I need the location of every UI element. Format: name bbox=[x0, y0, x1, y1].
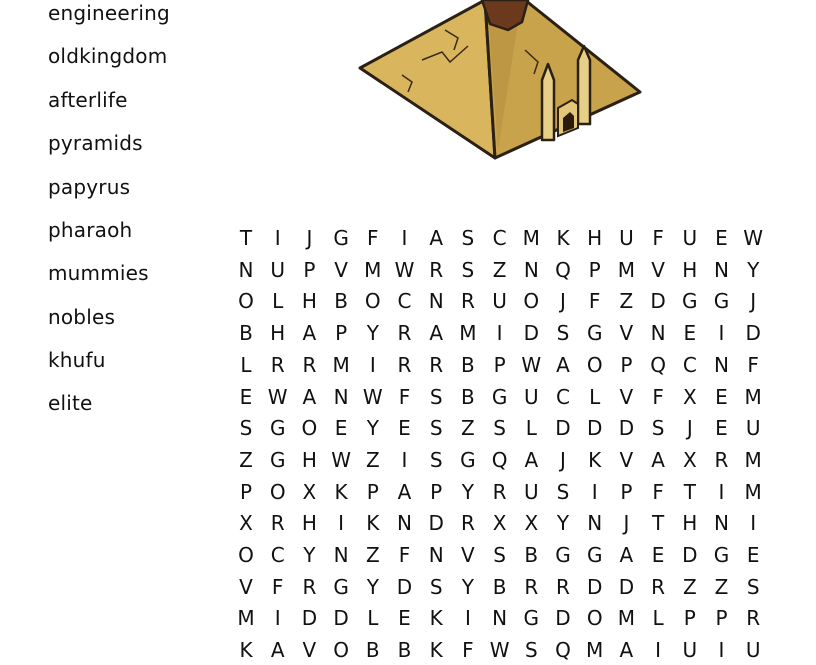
word-list-item: mummies bbox=[48, 261, 149, 285]
grid-letter: L bbox=[272, 289, 284, 314]
grid-letter: C bbox=[270, 543, 285, 567]
grid-letter: M bbox=[617, 257, 636, 282]
grid-letter: U bbox=[619, 226, 634, 250]
grid-letter: Z bbox=[365, 447, 380, 472]
word-list-item: nobles bbox=[48, 305, 116, 329]
grid-letter: U bbox=[492, 289, 507, 314]
grid-letter: N bbox=[428, 543, 444, 567]
grid-letter: R bbox=[302, 574, 317, 599]
grid-letter: E bbox=[683, 321, 697, 346]
grid-letter: Q bbox=[555, 257, 571, 282]
grid-letter: D bbox=[682, 543, 698, 567]
grid-letter: Q bbox=[555, 638, 571, 663]
grid-letter: I bbox=[496, 321, 503, 346]
grid-letter: E bbox=[715, 384, 728, 409]
grid-letter: D bbox=[396, 574, 413, 599]
grid-letter: C bbox=[682, 352, 697, 377]
grid-letter: N bbox=[333, 543, 349, 567]
grid-letter: O bbox=[523, 289, 540, 314]
grid-letter: G bbox=[713, 289, 730, 314]
word-list-item: papyrus bbox=[48, 175, 131, 199]
grid-letter: G bbox=[523, 606, 540, 631]
grid-letter: D bbox=[650, 289, 666, 314]
grid-letter: D bbox=[301, 606, 318, 631]
grid-letter: O bbox=[269, 479, 286, 504]
grid-letter: Y bbox=[366, 416, 379, 441]
grid-letter: J bbox=[750, 289, 757, 314]
grid-letter: H bbox=[301, 511, 317, 536]
grid-letter: F bbox=[747, 352, 759, 377]
grid-letter: I bbox=[655, 638, 662, 663]
grid-letter: K bbox=[588, 447, 602, 472]
grid-letter: O bbox=[586, 352, 603, 377]
grid-letter: W bbox=[331, 447, 351, 472]
grid-letter: I bbox=[718, 479, 725, 504]
grid-letter: D bbox=[555, 416, 571, 441]
grid-letter: K bbox=[334, 479, 348, 504]
grid-letter: A bbox=[429, 226, 444, 250]
grid-letter: Z bbox=[714, 574, 729, 599]
grid-letter: A bbox=[524, 447, 539, 472]
grid-letter: Z bbox=[619, 289, 634, 314]
word-list-item: pyramids bbox=[48, 131, 143, 155]
grid-letter: X bbox=[239, 511, 253, 536]
grid-letter: N bbox=[397, 511, 412, 536]
grid-letter: E bbox=[715, 416, 728, 441]
grid-letter: R bbox=[397, 352, 412, 377]
grid-letter: N bbox=[523, 257, 539, 282]
grid-letter: T bbox=[239, 226, 253, 250]
grid-letter: C bbox=[556, 384, 570, 409]
grid-letter: W bbox=[521, 352, 542, 377]
grid-letter: K bbox=[429, 638, 443, 663]
grid-letter: R bbox=[270, 511, 285, 536]
grid-letter: Z bbox=[492, 257, 507, 282]
grid-letter: C bbox=[492, 226, 507, 250]
grid-letter: S bbox=[429, 384, 443, 409]
grid-letter: J bbox=[560, 447, 566, 472]
grid-letter: C bbox=[397, 289, 412, 314]
grid-letter: F bbox=[652, 479, 664, 504]
grid-letter: U bbox=[523, 384, 539, 409]
grid-letter: V bbox=[334, 257, 348, 282]
grid-letter: H bbox=[682, 257, 698, 282]
grid-letter: B bbox=[461, 352, 475, 377]
grid-letter: A bbox=[302, 321, 317, 346]
word-list-item: khufu bbox=[48, 348, 106, 372]
grid-letter: F bbox=[652, 226, 664, 250]
grid-letter: R bbox=[397, 321, 412, 346]
grid-letter: L bbox=[240, 352, 252, 377]
grid-letter: B bbox=[365, 638, 380, 663]
grid-letter: B bbox=[334, 289, 348, 314]
grid-letter: E bbox=[651, 543, 665, 567]
grid-letter: G bbox=[586, 543, 603, 567]
grid-letter: B bbox=[239, 321, 253, 346]
grid-letter: R bbox=[524, 574, 539, 599]
grid-letter: R bbox=[492, 479, 507, 504]
grid-letter: F bbox=[367, 226, 379, 250]
grid-letter: Y bbox=[303, 543, 316, 567]
grid-letter: S bbox=[239, 416, 253, 441]
grid-letter: K bbox=[556, 226, 570, 250]
grid-letter: K bbox=[429, 606, 443, 631]
grid-letter: S bbox=[429, 574, 443, 599]
grid-letter: J bbox=[623, 511, 630, 536]
grid-letter: S bbox=[461, 226, 475, 250]
grid-letter: Y bbox=[556, 511, 570, 536]
grid-letter: I bbox=[718, 638, 725, 663]
grid-letter: K bbox=[366, 511, 380, 536]
grid-letter: N bbox=[714, 511, 729, 536]
grid-letter: S bbox=[493, 416, 506, 441]
grid-letter: R bbox=[270, 352, 285, 377]
grid-letter: V bbox=[302, 638, 317, 663]
grid-letter: E bbox=[334, 416, 348, 441]
grid-letter: N bbox=[714, 352, 729, 377]
grid-letter: N bbox=[333, 384, 349, 409]
grid-letter: Z bbox=[682, 574, 697, 599]
grid-letter: R bbox=[460, 289, 475, 314]
grid-letter: M bbox=[459, 321, 477, 346]
grid-letter: R bbox=[460, 511, 475, 536]
grid-letter: W bbox=[489, 638, 510, 663]
grid-letter: A bbox=[619, 638, 634, 663]
grid-letter: A bbox=[302, 384, 317, 409]
grid-letter: P bbox=[620, 352, 633, 377]
grid-letter: Z bbox=[365, 543, 380, 567]
grid-letter: X bbox=[524, 511, 539, 536]
grid-letter: Q bbox=[650, 352, 666, 377]
grid-letter: G bbox=[269, 447, 286, 472]
grid-letter: I bbox=[338, 511, 345, 536]
grid-letter: F bbox=[652, 384, 664, 409]
grid-letter: X bbox=[492, 511, 507, 536]
grid-letter: V bbox=[619, 447, 634, 472]
grid-letter: V bbox=[619, 384, 634, 409]
grid-letter: G bbox=[586, 321, 603, 346]
grid-letter: X bbox=[682, 384, 697, 409]
grid-letter: P bbox=[588, 257, 601, 282]
grid-letter: T bbox=[651, 511, 665, 536]
grid-letter: I bbox=[591, 479, 598, 504]
grid-letter: O bbox=[238, 289, 254, 314]
grid-letter: F bbox=[588, 289, 601, 314]
word-list-item: elite bbox=[48, 391, 93, 415]
grid-letter: D bbox=[428, 511, 444, 536]
grid-letter: F bbox=[462, 638, 474, 663]
grid-letter: U bbox=[745, 416, 761, 441]
grid-letter: G bbox=[682, 289, 698, 314]
grid-letter: P bbox=[430, 479, 443, 504]
grid-letter: L bbox=[367, 606, 379, 631]
grid-letter: V bbox=[619, 321, 634, 346]
grid-letter: P bbox=[715, 606, 728, 631]
grid-letter: R bbox=[429, 257, 444, 282]
grid-letter: L bbox=[525, 416, 537, 441]
grid-letter: W bbox=[394, 257, 415, 282]
grid-letter: Y bbox=[366, 321, 379, 346]
grid-letter: H bbox=[587, 226, 603, 250]
grid-letter: S bbox=[651, 416, 665, 441]
grid-letter: S bbox=[493, 543, 506, 567]
word-search-grid bbox=[230, 225, 790, 665]
grid-letter: P bbox=[683, 606, 696, 631]
grid-letter: Y bbox=[461, 574, 474, 599]
grid-letter: Y bbox=[366, 574, 379, 599]
grid-letter: D bbox=[618, 416, 635, 441]
grid-letter: E bbox=[398, 416, 411, 441]
grid-letter: I bbox=[464, 606, 471, 631]
grid-letter: P bbox=[620, 479, 633, 504]
grid-letter: I bbox=[401, 447, 408, 472]
grid-letter: G bbox=[333, 574, 349, 599]
grid-letter: V bbox=[239, 574, 253, 599]
grid-letter: F bbox=[398, 384, 411, 409]
grid-letter: B bbox=[492, 574, 507, 599]
grid-letter: V bbox=[651, 257, 665, 282]
grid-letter: I bbox=[274, 226, 281, 250]
grid-letter: Y bbox=[461, 479, 474, 504]
grid-letter: G bbox=[269, 416, 286, 441]
grid-letter: X bbox=[682, 447, 697, 472]
grid-letter: B bbox=[461, 384, 475, 409]
grid-letter: E bbox=[239, 384, 253, 409]
grid-letter: Q bbox=[491, 447, 508, 472]
grid-letter: S bbox=[524, 638, 538, 663]
grid-letter: X bbox=[302, 479, 317, 504]
grid-letter: D bbox=[523, 321, 539, 346]
grid-letter: A bbox=[619, 543, 634, 567]
grid-letter: G bbox=[555, 543, 571, 567]
grid-letter: S bbox=[746, 574, 760, 599]
grid-letter: S bbox=[556, 479, 570, 504]
grid-letter: N bbox=[428, 289, 444, 314]
grid-letter: N bbox=[492, 606, 508, 631]
grid-letter: E bbox=[746, 543, 760, 567]
grid-letter: U bbox=[682, 638, 698, 663]
grid-letter: G bbox=[460, 447, 476, 472]
grid-letter: H bbox=[270, 321, 286, 346]
grid-letter: U bbox=[523, 479, 539, 504]
grid-letter: H bbox=[301, 447, 317, 472]
grid-letter: M bbox=[237, 606, 255, 631]
grid-letter: G bbox=[713, 543, 730, 567]
grid-letter: T bbox=[683, 479, 696, 504]
grid-letter: S bbox=[429, 447, 443, 472]
grid-letter: A bbox=[651, 447, 665, 472]
grid-letter: N bbox=[714, 257, 729, 282]
grid-letter: R bbox=[746, 606, 761, 631]
grid-letter: D bbox=[586, 574, 603, 599]
grid-letter: U bbox=[270, 257, 285, 282]
grid-letter: P bbox=[239, 479, 253, 504]
grid-letter: O bbox=[301, 416, 318, 441]
word-list-item: engineering bbox=[48, 1, 170, 25]
grid-letter: N bbox=[238, 257, 254, 282]
grid-letter: I bbox=[401, 226, 408, 250]
grid-letter: D bbox=[555, 606, 571, 631]
word-list-item: oldkingdom bbox=[48, 44, 168, 68]
grid-letter: D bbox=[745, 321, 761, 346]
grid-letter: P bbox=[493, 352, 506, 377]
grid-letter: H bbox=[301, 289, 317, 314]
grid-letter: F bbox=[398, 543, 411, 567]
grid-letter: U bbox=[682, 226, 698, 250]
grid-letter: R bbox=[714, 447, 729, 472]
grid-letter: N bbox=[650, 321, 666, 346]
grid-letter: O bbox=[238, 543, 254, 567]
grid-letter: S bbox=[556, 321, 570, 346]
grid-letter: P bbox=[303, 257, 316, 282]
grid-letter: V bbox=[461, 543, 475, 567]
word-list-item: afterlife bbox=[48, 88, 128, 112]
grid-letter: M bbox=[522, 226, 540, 250]
grid-letter: O bbox=[333, 638, 349, 663]
grid-letter: K bbox=[239, 638, 253, 663]
grid-letter: Z bbox=[239, 447, 253, 472]
pyramid-icon bbox=[350, 0, 650, 170]
grid-letter: J bbox=[686, 416, 693, 441]
grid-letter: U bbox=[745, 638, 761, 663]
grid-letter: D bbox=[586, 416, 603, 441]
grid-letter: J bbox=[306, 226, 313, 250]
grid-letter: Y bbox=[747, 257, 760, 282]
grid-letter: W bbox=[267, 384, 288, 409]
grid-letter: W bbox=[743, 226, 764, 250]
grid-letter: W bbox=[362, 384, 383, 409]
grid-letter: M bbox=[744, 384, 762, 409]
grid-letter: P bbox=[366, 479, 379, 504]
grid-letter: M bbox=[617, 606, 636, 631]
grid-letter: M bbox=[364, 257, 382, 282]
grid-letter: E bbox=[715, 226, 728, 250]
grid-letter: I bbox=[369, 352, 376, 377]
grid-letter: M bbox=[744, 479, 762, 504]
grid-letter: F bbox=[271, 574, 284, 599]
grid-letter: S bbox=[461, 257, 475, 282]
grid-letter: Z bbox=[461, 416, 475, 441]
grid-letter: B bbox=[397, 638, 412, 663]
grid-letter: E bbox=[398, 606, 411, 631]
grid-letter: G bbox=[333, 226, 349, 250]
grid-letter: A bbox=[556, 352, 570, 377]
grid-letter: M bbox=[332, 352, 350, 377]
grid-letter: L bbox=[589, 384, 601, 409]
word-list-item: pharaoh bbox=[48, 218, 133, 242]
grid-letter: O bbox=[586, 606, 603, 631]
grid-letter: H bbox=[682, 511, 698, 536]
grid-letter: I bbox=[718, 321, 725, 346]
grid-letter: D bbox=[618, 574, 635, 599]
grid-letter: D bbox=[333, 606, 349, 631]
grid-letter: R bbox=[556, 574, 570, 599]
grid-letter: S bbox=[429, 416, 443, 441]
grid-letter: B bbox=[524, 543, 539, 567]
grid-letter: I bbox=[750, 511, 757, 536]
grid-letter: R bbox=[651, 574, 666, 599]
grid-letter: R bbox=[302, 352, 317, 377]
grid-letter: A bbox=[270, 638, 285, 663]
grid-letter: R bbox=[429, 352, 444, 377]
grid-letter: A bbox=[429, 321, 444, 346]
grid-letter: M bbox=[744, 447, 762, 472]
grid-letter: G bbox=[491, 384, 508, 409]
grid-letter: N bbox=[587, 511, 603, 536]
grid-letter: J bbox=[560, 289, 566, 314]
grid-letter: A bbox=[397, 479, 412, 504]
grid-letter: L bbox=[652, 606, 664, 631]
grid-letter: P bbox=[335, 321, 348, 346]
grid-letter: M bbox=[586, 638, 604, 663]
grid-letter: I bbox=[274, 606, 281, 631]
grid-letter: O bbox=[364, 289, 381, 314]
